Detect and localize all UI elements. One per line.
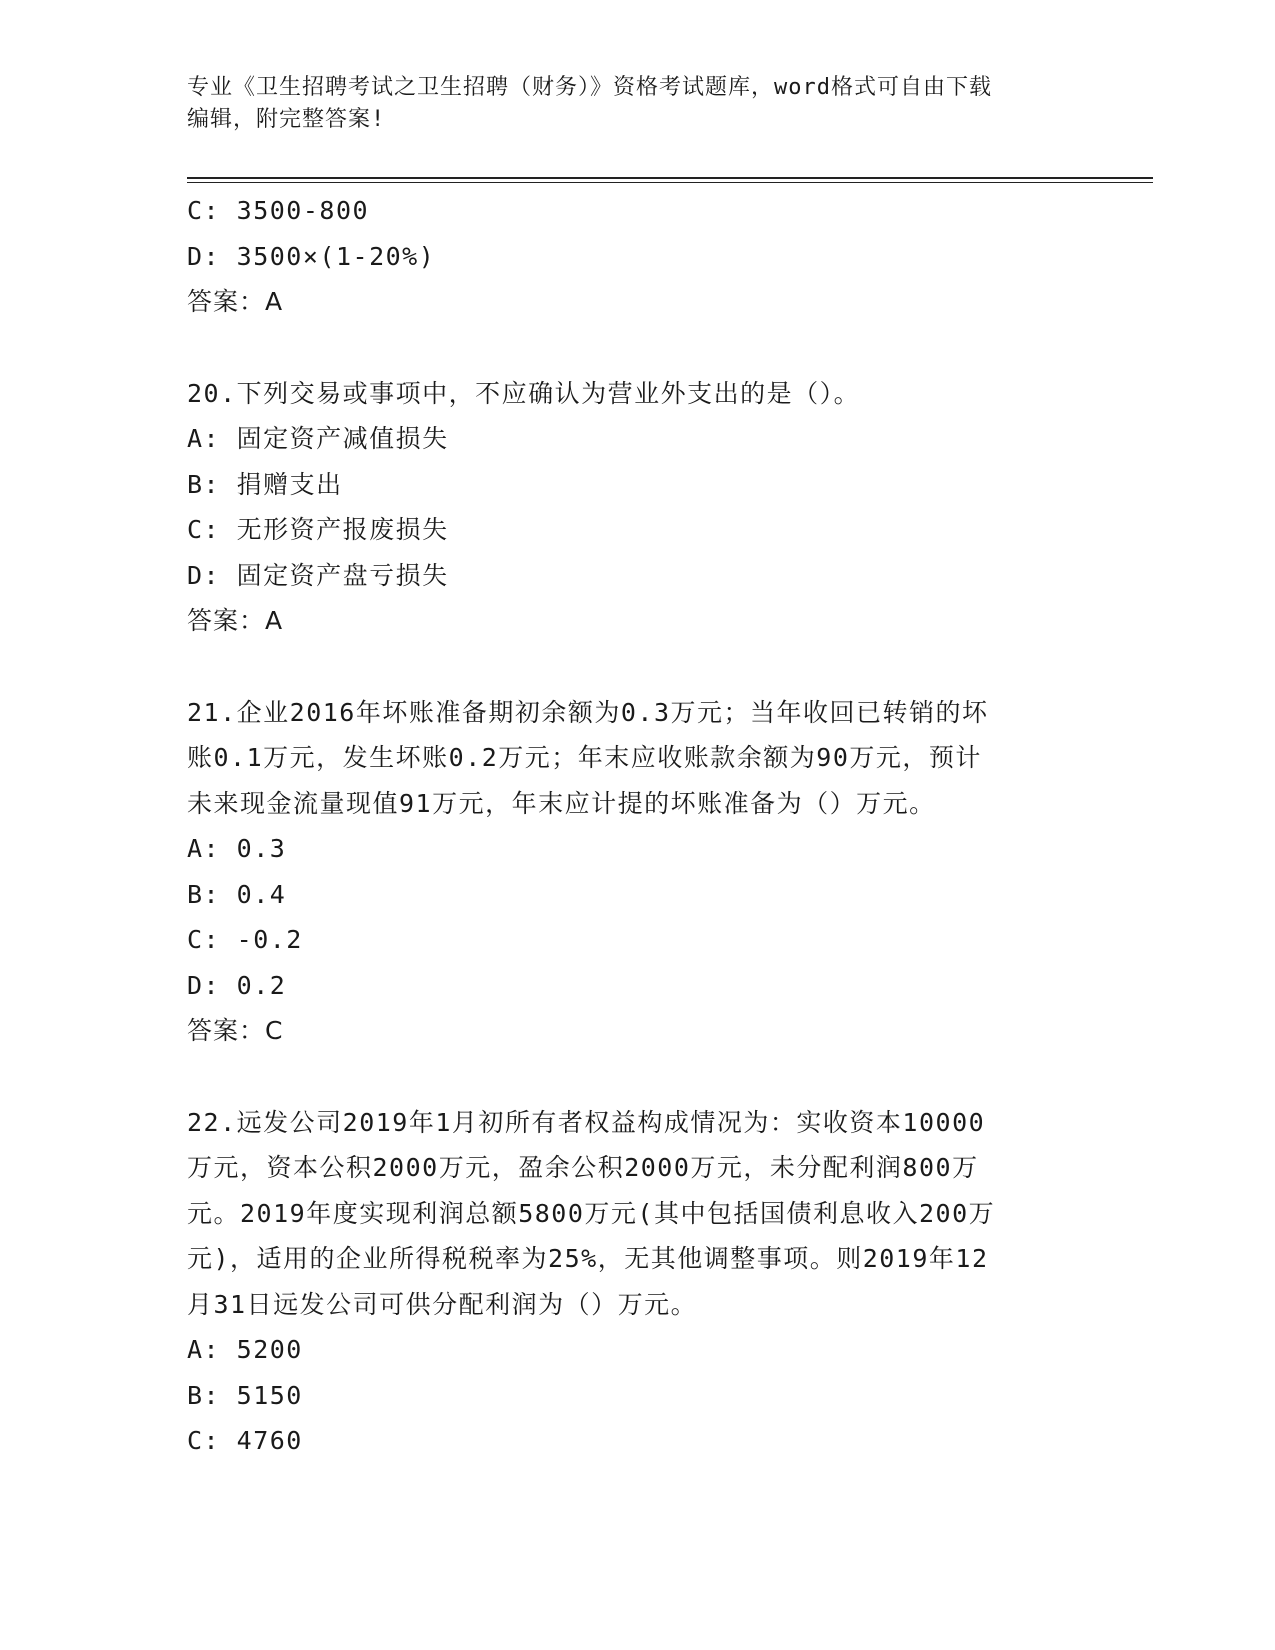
header-line-2: 编辑，附完整答案! [187, 107, 386, 132]
question-list [187, 188, 1087, 1464]
header-divider-thick [187, 177, 1153, 179]
document-header [187, 72, 1087, 136]
option-a: A: 5200 [187, 1335, 303, 1364]
option-b: B: 5150 [187, 1380, 303, 1410]
question-text: 20.下列交易或事项中，不应确认为营业外支出的是（）。 [187, 378, 861, 408]
header-divider-thin [187, 182, 1153, 183]
answer: 答案：A [187, 287, 284, 316]
answer: 答案：A [187, 606, 284, 635]
header-line-1: 专业《卫生招聘考试之卫生招聘（财务）》资格考试题库，word格式可自由下载 [187, 75, 992, 100]
option-c: C: 无形资产报废损失 [187, 515, 449, 544]
question-text-line-4: 元)，适用的企业所得税税率为25%，无其他调整事项。则2019年12 [187, 1244, 989, 1273]
spacer [187, 644, 1087, 690]
question-21 [187, 690, 1087, 1054]
question-text-line-3: 未来现金流量现值91万元，年末应计提的坏账准备为（）万元。 [187, 788, 936, 818]
option-b: B: 0.4 [187, 879, 287, 909]
option-d: D: 固定资产盘亏损失 [187, 560, 449, 590]
answer: 答案：C [187, 1016, 284, 1045]
question-text-line-2: 账0.1万元，发生坏账0.2万元；年末应收账款余额为90万元，预计 [187, 743, 982, 772]
spacer [187, 325, 1087, 371]
question-text-line-5: 月31日远发公司可供分配利润为（）万元。 [187, 1289, 698, 1319]
question-22 [187, 1100, 1087, 1464]
question-19 [187, 188, 1087, 325]
question-20 [187, 371, 1087, 644]
spacer [187, 1054, 1087, 1100]
question-text-line-2: 万元，资本公积2000万元，盈余公积2000万元，未分配利润800万 [187, 1153, 979, 1182]
option-d: D: 3500×(1-20%) [187, 241, 436, 271]
option-c: C: -0.2 [187, 925, 303, 954]
option-b: B: 捐赠支出 [187, 469, 343, 499]
option-c: C: 3500-800 [187, 196, 370, 225]
option-a: A: 0.3 [187, 834, 287, 863]
option-d: D: 0.2 [187, 970, 287, 1000]
option-c: C: 4760 [187, 1426, 303, 1455]
question-text-line-1: 21.企业2016年坏账准备期初余额为0.3万元；当年收回已转销的坏 [187, 697, 989, 727]
option-a: A: 固定资产减值损失 [187, 424, 449, 453]
question-text-line-3: 元。2019年度实现利润总额5800万元(其中包括国债利息收入200万 [187, 1198, 996, 1228]
question-text-line-1: 22.远发公司2019年1月初所有者权益构成情况为：实收资本10000 [187, 1107, 986, 1137]
